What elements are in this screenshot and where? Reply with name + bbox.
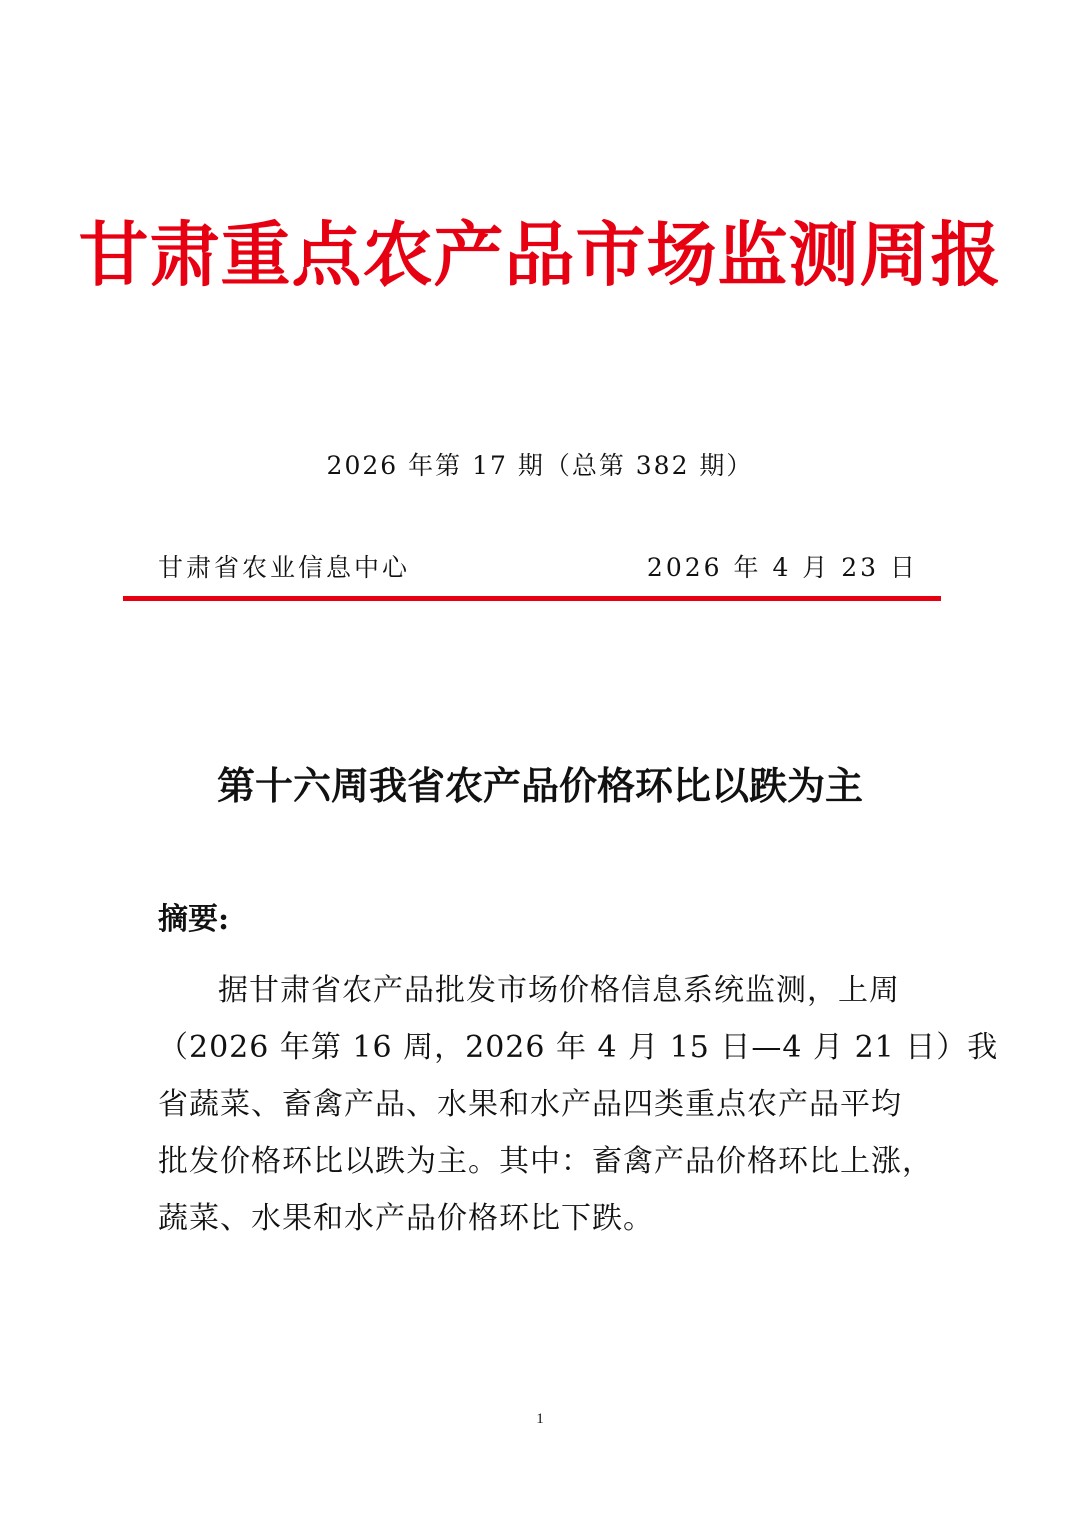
red-divider-rule [123,596,941,601]
abstract-line: 批发价格环比以跌为主。其中：畜禽产品价格环比上涨， [158,1144,933,1179]
newsletter-masthead: 甘肃重点农产品市场监测周报 [78,213,1002,296]
abstract-body [158,962,999,1247]
page-number: 1 [536,1411,544,1427]
abstract-line: 据甘肃省农产品批发市场价格信息系统监测，上周 [218,973,900,1008]
publisher-name: 甘肃省农业信息中心 [158,553,411,582]
issue-number: 2026 年第 17 期（总第 382 期） [326,451,754,480]
abstract-label: 摘要: [158,902,230,937]
abstract-line: （2026 年第 16 周，2026 年 4 月 15 日—4 月 21 日）我 [158,1030,999,1065]
article-title: 第十六周我省农产品价格环比以跌为主 [216,763,863,808]
abstract-line: 蔬菜、水果和水产品价格环比下跌。 [158,1201,654,1236]
abstract-line: 省蔬菜、畜禽产品、水果和水产品四类重点农产品平均 [158,1087,902,1122]
publication-date: 2026 年 4 月 23 日 [646,553,918,582]
